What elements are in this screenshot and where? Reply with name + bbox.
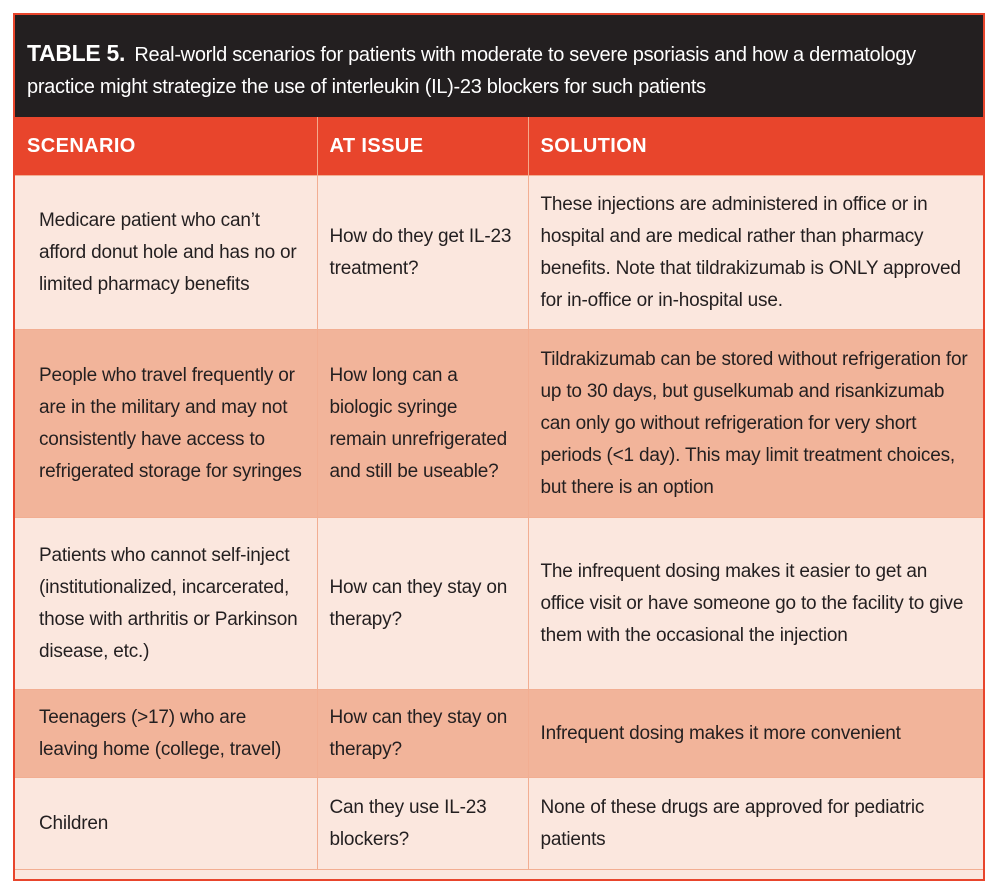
solution-cell: Infrequent dosing makes it more convenient — [528, 690, 983, 778]
solution-cell: These injections are administered in office or in hospital and are medical rather than pharmacy benefits. Note that tildrakizumab is ONLY approved for in-office or in-hospital use. — [528, 176, 983, 330]
table-row — [15, 176, 983, 330]
table-caption-text: Real-world scenarios for patients with moderate to severe psoriasis and how a dermatology practice might strategize the use of interleukin (IL)-23 blockers for such patients — [27, 44, 916, 98]
issue-cell: How can they stay on therapy? — [317, 518, 528, 690]
issue-cell: How long can a biologic syringe remain unrefrigerated and still be useable? — [317, 330, 528, 518]
issue-cell: How do they get IL-23 treatment? — [317, 176, 528, 330]
scenario-cell: Patients who cannot self-inject (institutionalized, incarcerated, those with arthritis or Parkinson disease, etc.) — [15, 518, 317, 690]
table-row — [15, 330, 983, 518]
column-header-at-issue: AT ISSUE — [317, 117, 528, 176]
table-label: TABLE 5. — [27, 40, 126, 66]
issue-cell: Can they use IL-23 blockers? — [317, 778, 528, 870]
scenario-table — [15, 117, 983, 870]
solution-cell: None of these drugs are approved for pediatric patients — [528, 778, 983, 870]
solution-cell: Tildrakizumab can be stored without refrigeration for up to 30 days, but guselkumab and risankizumab can only go without refrigeration for very short periods (<1 day). This may limit treatment choices, but there is an option — [528, 330, 983, 518]
scenario-cell: People who travel frequently or are in the military and may not consistently have access to refrigerated storage for syringes — [15, 330, 317, 518]
scenario-cell: Medicare patient who can’t afford donut hole and has no or limited pharmacy benefits — [15, 176, 317, 330]
column-header-solution: SOLUTION — [528, 117, 983, 176]
table-caption — [15, 15, 983, 117]
scenario-cell: Teenagers (>17) who are leaving home (college, travel) — [15, 690, 317, 778]
issue-cell: How can they stay on therapy? — [317, 690, 528, 778]
header-row — [15, 117, 983, 176]
table-row — [15, 518, 983, 690]
scenario-cell: Children — [15, 778, 317, 870]
table-row — [15, 690, 983, 778]
table-frame — [13, 13, 985, 881]
solution-cell: The infrequent dosing makes it easier to get an office visit or have someone go to the facility to give them with the occasional the injection — [528, 518, 983, 690]
table-row — [15, 778, 983, 870]
column-header-scenario: SCENARIO — [15, 117, 317, 176]
